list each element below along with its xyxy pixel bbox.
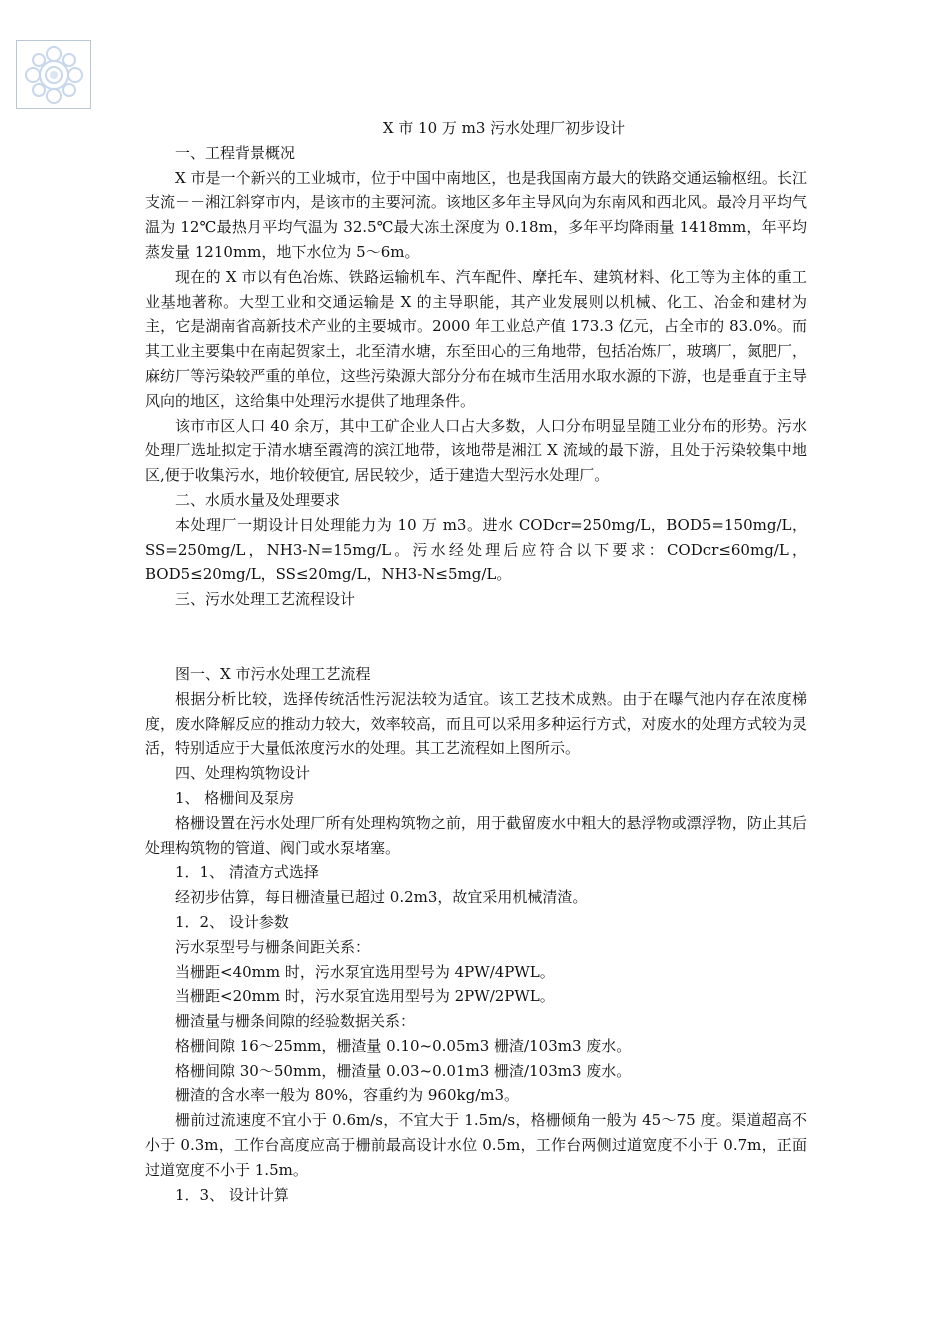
- text-line: 污水泵型号与栅条间距关系：: [175, 937, 371, 956]
- text-line: 格栅间隙 30～50mm，栅渣量 0.03~0.01m3 栅渣/103m3 废水。: [175, 1061, 632, 1080]
- section-heading-4: 四、处理构筑物设计: [175, 764, 311, 783]
- text-line: 经初步估算，每日栅渣量已超过 0.2m3，故宜采用机械清渣。: [175, 888, 588, 907]
- paragraph: 格栅设置在污水处理厂所有处理构筑物之前，用于截留废水中粗大的悬浮物或漂浮物，防止其后处理构筑物的管道、阀门或水泵堵塞。: [145, 813, 807, 857]
- section-heading-2: 二、水质水量及处理要求: [175, 490, 341, 509]
- paragraph: X 市是一个新兴的工业城市，位于中国中南地区，也是我国南方最大的铁路交通运输枢纽。长江支流－－湘江斜穿市内，是该市的主要河流。该地区多年主导风向为东南风和西北风。最冷月平均气温为 12℃最热月平均气温为 32.5℃最大冻土深度为 0.18m，多年平均降雨量 1418mm，年平均蒸发量 1210mm，地下水位为 5～6m。: [145, 168, 807, 261]
- text-line: 当栅距<40mm 时，污水泵宜选用型号为 4PW/4PWL。: [175, 962, 555, 981]
- paragraph: 栅前过流速度不宜小于 0.6m/s，不宜大于 1.5m/s，格栅倾角一般为 45～75 度。渠道超高不小于 0.3m，工作台高度应高于栅前最高设计水位 0.5m，工作台两侧过道宽度不小于 0.7m，正面过道宽度不小于 1.5m。: [145, 1111, 807, 1179]
- paragraph: 现在的 X 市以有色冶炼、铁路运输机车、汽车配件、摩托车、建筑材料、化工等为主体的重工业基地著称。大型工业和交通运输是 X 的主导职能，其产业发展则以机械、化工、冶金和建材为主，它是湖南省高新技术产业的主要城市。2000 年工业总产值 173.3 亿元，占全市的 83.0%。而其工业主要集中在南起贺家土，北至清水塘，东至田心的三角地带，包括冶炼厂，玻璃厂，氮肥厂，麻纺厂等污染较严重的单位，这些污染源大部分分布在城市生活用水取水源的下游，也是垂直于主导风向的地区，这给集中处理污水提供了地理条件。: [145, 267, 807, 410]
- page-title: X 市 10 万 m3 污水处理厂初步设计: [382, 119, 626, 137]
- text-line: 栅渣的含水率一般为 80%，容重约为 960kg/m3。: [175, 1086, 520, 1105]
- logo: [16, 40, 91, 109]
- paragraph: 根据分析比较，选择传统活性污泥法较为适宜。该工艺技术成熟。由于在曝气池内存在浓度梯度，废水降解反应的推动力较大，效率较高，而且可以采用多种运行方式，对废水的处理方式较为灵活，特别适应于大量低浓度污水的处理。其工艺流程如上图所示。: [145, 689, 807, 758]
- paragraph: 该市市区人口 40 余万，其中工矿企业人口占大多数，人口分布明显呈随工业分布的形势。污水处理厂选址拟定于清水塘至霞湾的滨江地带，该地带是湘江 X 流域的最下游，且处于污染较集中地区,便于收集污水，地价较便宜, 居民较少，适于建造大型污水处理厂。: [145, 416, 807, 485]
- snowflake-logo-icon: [23, 44, 85, 106]
- section-heading-3: 三、污水处理工艺流程设计: [175, 590, 356, 609]
- subsection-heading: 1．3、 设计计算: [175, 1185, 289, 1204]
- figure-placeholder: [145, 612, 807, 662]
- paragraph: 本处理厂一期设计日处理能力为 10 万 m3。进水 CODcr=250mg/L，BOD5=150mg/L，SS=250mg/L，NH3-N=15mg/L。污水经处理后应符合以下要求：CODcr≤60mg/L，BOD5≤20mg/L，SS≤20mg/L，NH3-N≤5mg/L。: [145, 515, 807, 584]
- figure-caption: 图一、X 市污水处理工艺流程: [175, 664, 371, 683]
- text-line: 栅渣量与栅条间隙的经验数据关系：: [175, 1012, 416, 1031]
- text-line: 当栅距<20mm 时，污水泵宜选用型号为 2PW/2PWL。: [175, 987, 555, 1006]
- subsection-heading: 1．1、 清渣方式选择: [175, 863, 319, 882]
- document-body: [145, 116, 807, 1207]
- text-line: 格栅间隙 16～25mm，栅渣量 0.10~0.05m3 栅渣/103m3 废水。: [175, 1036, 632, 1055]
- section-heading-1: 一、工程背景概况: [175, 143, 296, 162]
- subsection-heading: 1．2、 设计参数: [175, 912, 289, 931]
- subsection-heading: 1、 格栅间及泵房: [175, 788, 295, 807]
